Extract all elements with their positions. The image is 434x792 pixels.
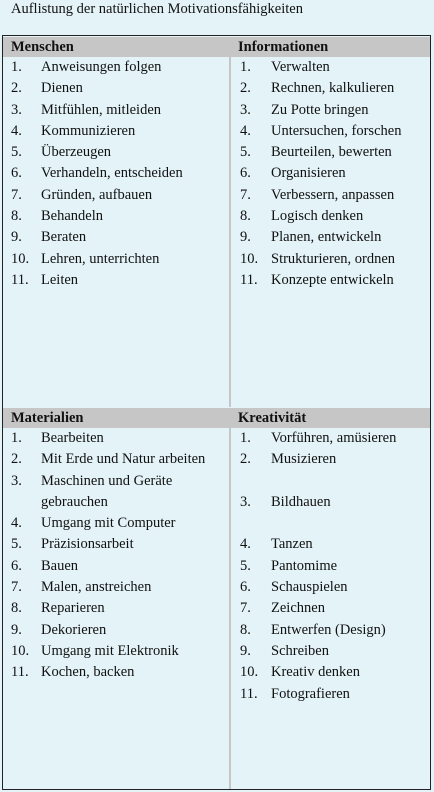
item-number: 7. <box>11 186 22 203</box>
list-item <box>3 249 229 270</box>
item-text: Strukturieren, ordnen <box>271 250 396 267</box>
item-number: 4. <box>11 122 22 139</box>
list-item <box>231 556 430 577</box>
item-number: 6. <box>240 579 251 596</box>
item-number: 11. <box>240 271 258 288</box>
list-item <box>231 449 430 492</box>
item-text: Kommunizieren <box>41 122 136 139</box>
item-text: Vorführen, amüsieren <box>271 430 397 446</box>
list-item <box>3 662 229 683</box>
item-text: Anweisungen folgen <box>41 59 162 75</box>
list-item <box>231 620 430 641</box>
item-text: Schreiben <box>271 642 329 659</box>
item-text: Beraten <box>41 229 87 246</box>
list-item <box>3 78 229 99</box>
list-item <box>3 598 229 619</box>
list-item <box>231 577 430 598</box>
item-text: Umgang mit Computer <box>41 515 176 532</box>
list-item <box>3 428 229 449</box>
item-text: Leiten <box>41 271 79 288</box>
item-number: 9. <box>11 621 22 638</box>
item-text: Beurteilen, bewerten <box>271 144 392 161</box>
item-number: 5. <box>11 536 22 553</box>
item-number: 1. <box>11 430 22 446</box>
list-item <box>3 142 229 163</box>
list-item <box>3 227 229 248</box>
list-item <box>231 78 430 99</box>
item-number: 4. <box>240 536 251 553</box>
item-text: Dienen <box>41 80 83 97</box>
item-number: 10. <box>11 250 30 267</box>
list-informationen <box>231 57 430 291</box>
table-section-top <box>3 37 430 407</box>
list-item <box>231 641 430 662</box>
list-item <box>231 684 430 705</box>
list-item <box>231 662 430 683</box>
item-number: 8. <box>240 621 251 638</box>
list-item <box>231 163 430 184</box>
item-number: 11. <box>11 271 29 288</box>
item-number: 2. <box>11 80 22 97</box>
item-number: 1. <box>11 59 22 75</box>
item-number: 2. <box>240 80 251 97</box>
list-item <box>231 142 430 163</box>
list-item <box>3 513 229 534</box>
item-text: Bildhauen <box>271 493 331 510</box>
list-item <box>3 471 229 514</box>
item-text: Malen, anstreichen <box>41 579 152 596</box>
item-number: 9. <box>11 229 22 246</box>
item-number: 10. <box>240 250 259 267</box>
list-item <box>3 185 229 206</box>
list-item <box>231 249 430 270</box>
list-item <box>3 641 229 662</box>
list-item <box>231 185 430 206</box>
table-section-bottom <box>3 408 430 789</box>
list-item <box>3 121 229 142</box>
item-text: Präzisionsarbeit <box>41 536 134 553</box>
item-number: 2. <box>240 451 251 468</box>
item-number: 10. <box>240 664 259 681</box>
list-item <box>231 534 430 555</box>
list-kreativitaet <box>231 428 430 705</box>
item-text: Musizieren <box>271 451 337 468</box>
item-text: Konzepte entwickeln <box>271 271 394 288</box>
item-number: 5. <box>11 144 22 161</box>
list-item <box>3 163 229 184</box>
item-number: 5. <box>240 557 251 574</box>
skills-table <box>2 35 431 790</box>
list-item <box>231 57 430 78</box>
item-text: Untersuchen, forschen <box>271 122 402 139</box>
list-item <box>3 270 229 291</box>
item-text: Zu Potte bringen <box>271 101 369 118</box>
item-text: Entwerfen (Design) <box>271 621 386 638</box>
list-item <box>231 121 430 142</box>
item-text: Fotografieren <box>271 685 350 702</box>
list-item <box>231 100 430 121</box>
item-number: 4. <box>11 515 22 532</box>
item-number: 8. <box>11 600 22 617</box>
item-number: 1. <box>240 59 251 75</box>
item-text: Verhandeln, entscheiden <box>41 165 183 182</box>
item-number: 7. <box>240 600 251 617</box>
item-number: 3. <box>240 493 251 510</box>
item-text: Reparieren <box>41 600 105 617</box>
item-text: Verbessern, anpassen <box>271 186 395 203</box>
section-header-row <box>3 408 430 428</box>
item-text: Tanzen <box>271 536 313 553</box>
item-text: Organisieren <box>271 165 346 182</box>
heading-menschen: Menschen <box>11 39 74 55</box>
item-text: Rechnen, kalkulieren <box>271 80 395 97</box>
heading-informationen: Informationen <box>238 39 329 55</box>
heading-kreativitaet: Kreativität <box>238 410 307 426</box>
list-item <box>231 206 430 227</box>
item-number: 3. <box>240 101 251 118</box>
list-item <box>3 620 229 641</box>
list-item <box>3 577 229 598</box>
list-item <box>3 206 229 227</box>
list-item <box>3 100 229 121</box>
list-item <box>3 57 229 78</box>
list-item <box>231 270 430 291</box>
item-number: 6. <box>11 557 22 574</box>
item-text: Bauen <box>41 557 79 574</box>
item-number: 6. <box>240 165 251 182</box>
item-number: 11. <box>240 685 258 702</box>
item-number: 3. <box>11 101 22 118</box>
item-number: 8. <box>240 208 251 225</box>
item-text: Zeichnen <box>271 600 325 617</box>
item-text: Planen, entwickeln <box>271 229 382 246</box>
item-number: 10. <box>11 642 30 659</box>
list-menschen <box>3 57 229 291</box>
item-text: Kreativ denken <box>271 664 360 681</box>
item-number: 9. <box>240 229 251 246</box>
item-number: 11. <box>11 664 29 681</box>
item-number: 5. <box>240 144 251 161</box>
list-item <box>3 556 229 577</box>
item-text: Behandeln <box>41 208 104 225</box>
list-item <box>231 492 430 535</box>
list-item <box>231 227 430 248</box>
item-text: Maschinen und Geräte gebrauchen <box>41 472 173 510</box>
item-number: 9. <box>240 642 251 659</box>
list-item <box>231 598 430 619</box>
item-text: Überzeugen <box>41 144 112 161</box>
item-text: Umgang mit Elektronik <box>41 642 179 659</box>
item-text: Lehren, unterrichten <box>41 250 160 267</box>
heading-materialien: Materialien <box>11 410 84 426</box>
item-number: 7. <box>240 186 251 203</box>
item-number: 7. <box>11 579 22 596</box>
list-item <box>231 428 430 449</box>
item-number: 8. <box>11 208 22 225</box>
item-number: 4. <box>240 122 251 139</box>
list-materialien <box>3 428 229 684</box>
section-header-row <box>3 37 430 57</box>
item-text: Mitfühlen, mitleiden <box>41 101 162 118</box>
item-text: Logisch denken <box>271 208 364 225</box>
item-number: 3. <box>11 472 22 489</box>
item-text: Dekorieren <box>41 621 107 638</box>
item-number: 2. <box>11 451 22 468</box>
item-number: 6. <box>11 165 22 182</box>
item-text: Gründen, aufbauen <box>41 186 153 203</box>
document-title: Auflistung der natürlichen Motivationsfähigkeiten <box>11 1 303 17</box>
item-text: Bearbeiten <box>41 430 104 446</box>
item-text: Verwalten <box>271 59 330 75</box>
item-number: 1. <box>240 430 251 446</box>
item-text: Mit Erde und Natur arbeiten <box>41 451 206 468</box>
list-item <box>3 449 229 470</box>
item-text: Schauspielen <box>271 579 348 596</box>
item-text: Pantomime <box>271 557 338 574</box>
item-text: Kochen, backen <box>41 664 135 681</box>
list-item <box>3 534 229 555</box>
